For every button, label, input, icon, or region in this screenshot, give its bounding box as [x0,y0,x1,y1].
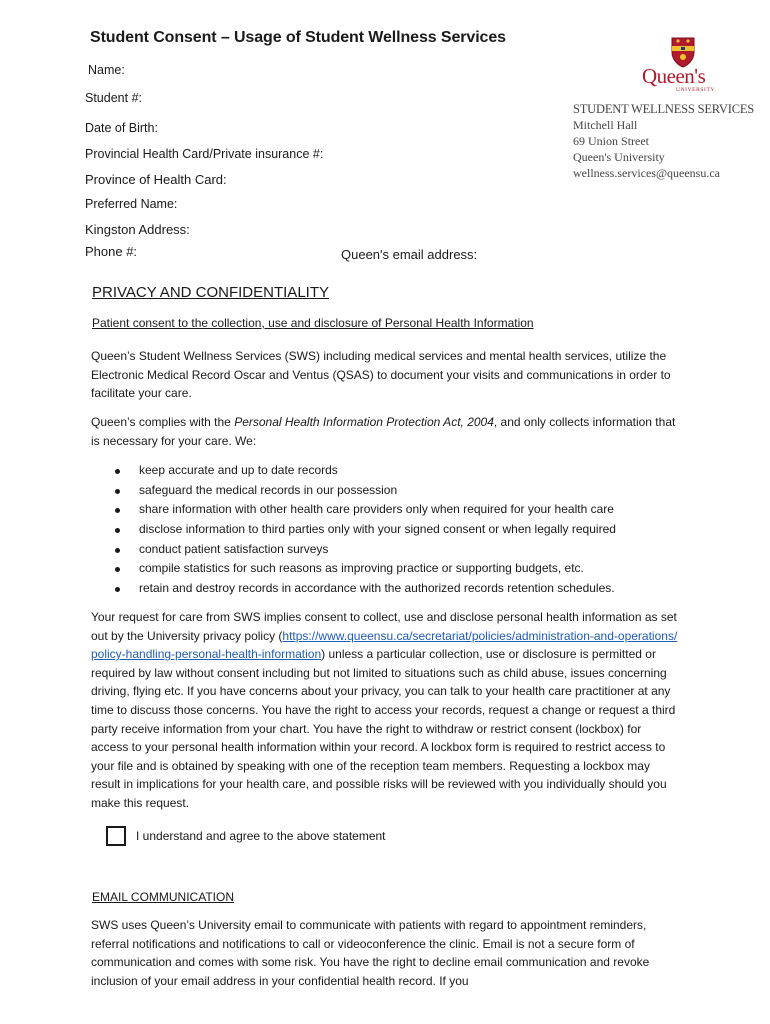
bullet-icon [115,508,120,513]
para2-text: , and only collects information that is necessary for your care. We: [91,415,676,448]
list-item [112,559,616,579]
list-item-text: compile statistics for such reasons as improving practice or supporting budgets, etc. [139,561,584,576]
list-item [112,540,616,560]
privacy-heading: PRIVACY AND CONFIDENTIALITY [92,284,329,301]
student-number-field-label: Student #: [85,91,142,105]
para3-text: ) unless a particular collection, use or disclosure is permitted or required by law without consent including but not limited to situations such as child abuse, issues concerning driving, flying etc. If you have concerns about your privacy, you can talk to your health care practitioner at any time to discuss those concerns. You have the right to access your records, request a change or request a third party receive information from your chart. You have the right to withdraw or restrict consent (lockbox) for access to your personal health information within your record. A lockbox form is required to restrict access to your file and is obtained by speaking with one of the reception team members. Requesting a lockbox may result in implications for your health care, and possible risks will be reviewed with you individually should you make this request. [91,647,676,810]
page-title: Student Consent – Usage of Student Wellness Services [90,29,506,46]
list-item-text: share information with other health care providers only when required for your health care [139,502,614,517]
sws-address-block [573,101,754,181]
privacy-subheading: Patient consent to the collection, use and disclosure of Personal Health Information [92,316,534,330]
bullet-icon [115,528,120,533]
list-item-text: safeguard the medical records in our possession [139,482,398,497]
para2-text: Queen’s complies with the [91,415,235,429]
privacy-policy-link[interactable]: https://www.queensu.ca/secretariat/policies/administration-and-operations/policy-handling-personal-health-information [91,628,678,662]
email-communication-paragraph: SWS uses Queen’s University email to communicate with patients with regard to appointment reminders, referral notifications and notifications to call or videoconference the clinic. Email is not a secure form of communication and comes with some risk. You have the right to decline email communication and revoke inclusion of your email address in your confidential health record. If you [91,918,650,988]
list-item [112,461,616,481]
kingston-address-field-label: Kingston Address: [85,222,190,237]
privacy-commitments-list [112,461,616,599]
preferred-name-field-label: Preferred Name: [85,197,178,211]
privacy-paragraph-1: Queen’s Student Wellness Services (SWS) including medical services and mental health services, utilize the Electronic Medical Record Oscar and Ventus (QSAS) to document your visits and communications in order to facilitate your care. [91,349,671,400]
queens-email-field-label: Queen's email address: [341,247,478,262]
list-item [112,500,616,520]
address-line: Queen's University [573,150,665,164]
list-item-text: keep accurate and up to date records [139,463,338,477]
bullet-icon [115,587,120,592]
bullet-icon [115,489,120,494]
list-item-text: conduct patient satisfaction surveys [139,541,329,556]
list-item [112,520,616,540]
list-item [112,481,616,501]
phone-field-label: Phone #: [85,244,138,259]
list-item-text: disclose information to third parties only with your signed consent or when legally required [139,522,616,537]
date-of-birth-field-label: Date of Birth: [85,121,158,135]
address-line: 69 Union Street [573,134,649,148]
email-communication-heading: EMAIL COMMUNICATION [92,890,235,904]
address-line: Mitchell Hall [573,118,638,132]
queens-university-logo [640,36,726,98]
list-item [112,579,616,599]
privacy-paragraph-3 [91,608,681,813]
name-field-label: Name: [88,63,125,77]
privacy-paragraph-2 [91,413,681,450]
address-email: wellness.services@queensu.ca [573,166,720,180]
para3-text: Your request for care from SWS implies consent to collect, use and disclose personal health information as set out by the University privacy policy ( [91,610,677,643]
logo-university-text: UNIVERSITY [676,87,715,93]
address-heading: STUDENT WELLNESS SERVICES [573,102,755,116]
agree-checkbox[interactable] [106,826,126,846]
agree-checkbox-label: I understand and agree to the above statement [136,829,386,843]
list-item-text: retain and destroy records in accordance with the authorized records retention schedules. [139,581,615,596]
health-card-field-label: Provincial Health Card/Private insurance #: [85,147,324,161]
bullet-icon [115,548,120,553]
bullet-icon [115,469,120,474]
bullet-icon [115,567,120,572]
phipa-act-title: Personal Health Information Protection Act, 2004 [234,415,494,429]
logo-wordmark: Queen's [642,64,706,88]
province-field-label: Province of Health Card: [85,172,227,187]
